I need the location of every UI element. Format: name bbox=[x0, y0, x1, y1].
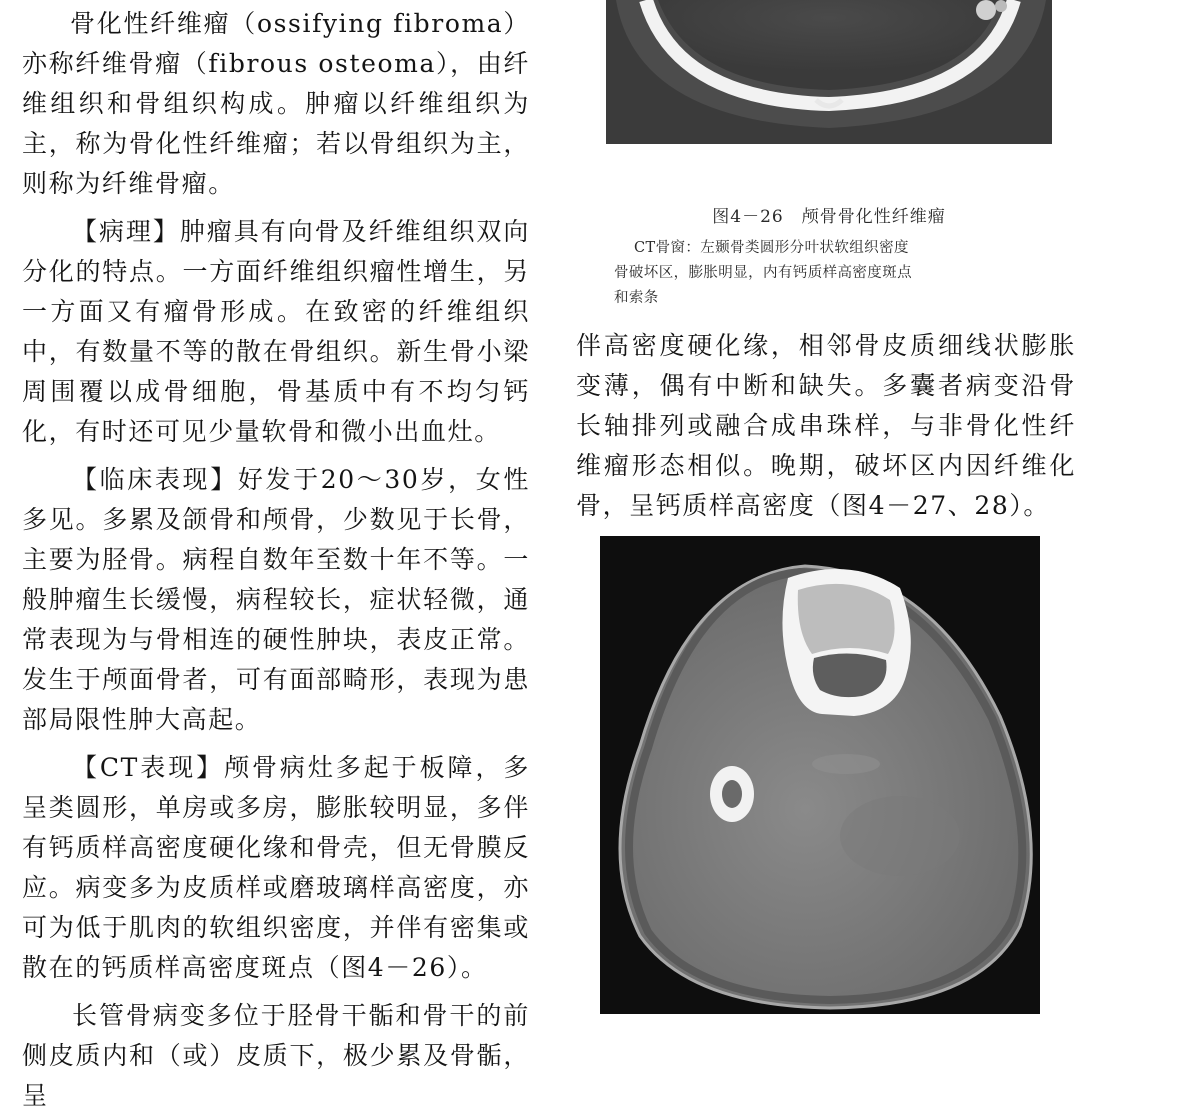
paragraph-clinical: 【临床表现】好发于20～30岁，女性多见。多累及颌骨和颅骨，少数见于长骨，主要为胫骨。病程自数年至数十年不等。一般肿瘤生长缓慢，病程较长，症状轻微，通常表现为与骨相连的硬性肿块，表皮正常。发生于颅面骨者，可有面部畸形，表现为患部局限性肿大高起。 bbox=[22, 465, 530, 734]
figure-caption-body bbox=[614, 236, 1044, 311]
caption-line: 和索条 bbox=[614, 290, 659, 306]
ct-image-leg bbox=[600, 536, 1040, 1014]
paragraph-continued: 伴高密度硬化缘，相邻骨皮质细线状膨胀变薄，偶有中断和缺失。多囊者病变沿骨长轴排列或融合成串珠样，与非骨化性纤维瘤形态相似。晚期，破坏区内因纤维化骨，呈钙质样高密度（图4－27、28）。 bbox=[576, 331, 1076, 520]
paragraph-ct: 【CT表现】颅骨病灶多起于板障，多呈类圆形，单房或多房，膨胀较明显，多伴有钙质样高密度硬化缘和骨壳，但无骨膜反应。病变多为皮质样或磨玻璃样高密度，亦可为低于肌肉的软组织密度，并伴有密集或散在的钙质样高密度斑点（图4－26）。 bbox=[22, 753, 530, 982]
caption-line: CT骨窗：左颞骨类圆形分叶状软组织密度 bbox=[634, 240, 909, 256]
paragraph-pathology: 【病理】肿瘤具有向骨及纤维组织双向分化的特点。一方面纤维组织瘤性增生，另一方面又有瘤骨形成。在致密的纤维组织中，有数量不等的散在骨组织。新生骨小梁周围覆以成骨细胞，骨基质中有不均匀钙化，有时还可见少量软骨和微小出血灶。 bbox=[22, 217, 530, 446]
caption-line: 骨破坏区，膨胀明显，内有钙质样高密度斑点 bbox=[614, 265, 912, 281]
figure-caption-title: 图4－26 颅骨骨化性纤维瘤 bbox=[712, 207, 946, 227]
paragraph-intro: 骨化性纤维瘤（ossifying fibroma）亦称纤维骨瘤（fibrous osteoma），由纤维组织和骨组织构成。肿瘤以纤维组织为主，称为骨化性纤维瘤；若以骨组织为主，则称为纤维骨瘤。 bbox=[22, 9, 530, 198]
right-text-column bbox=[576, 326, 1076, 526]
left-text-column bbox=[22, 4, 530, 1116]
ct-image-skull bbox=[606, 0, 1052, 144]
paragraph-long-bone: 长管骨病变多位于胫骨干骺和骨干的前侧皮质内和（或）皮质下，极少累及骨骺，呈 bbox=[22, 1001, 530, 1110]
